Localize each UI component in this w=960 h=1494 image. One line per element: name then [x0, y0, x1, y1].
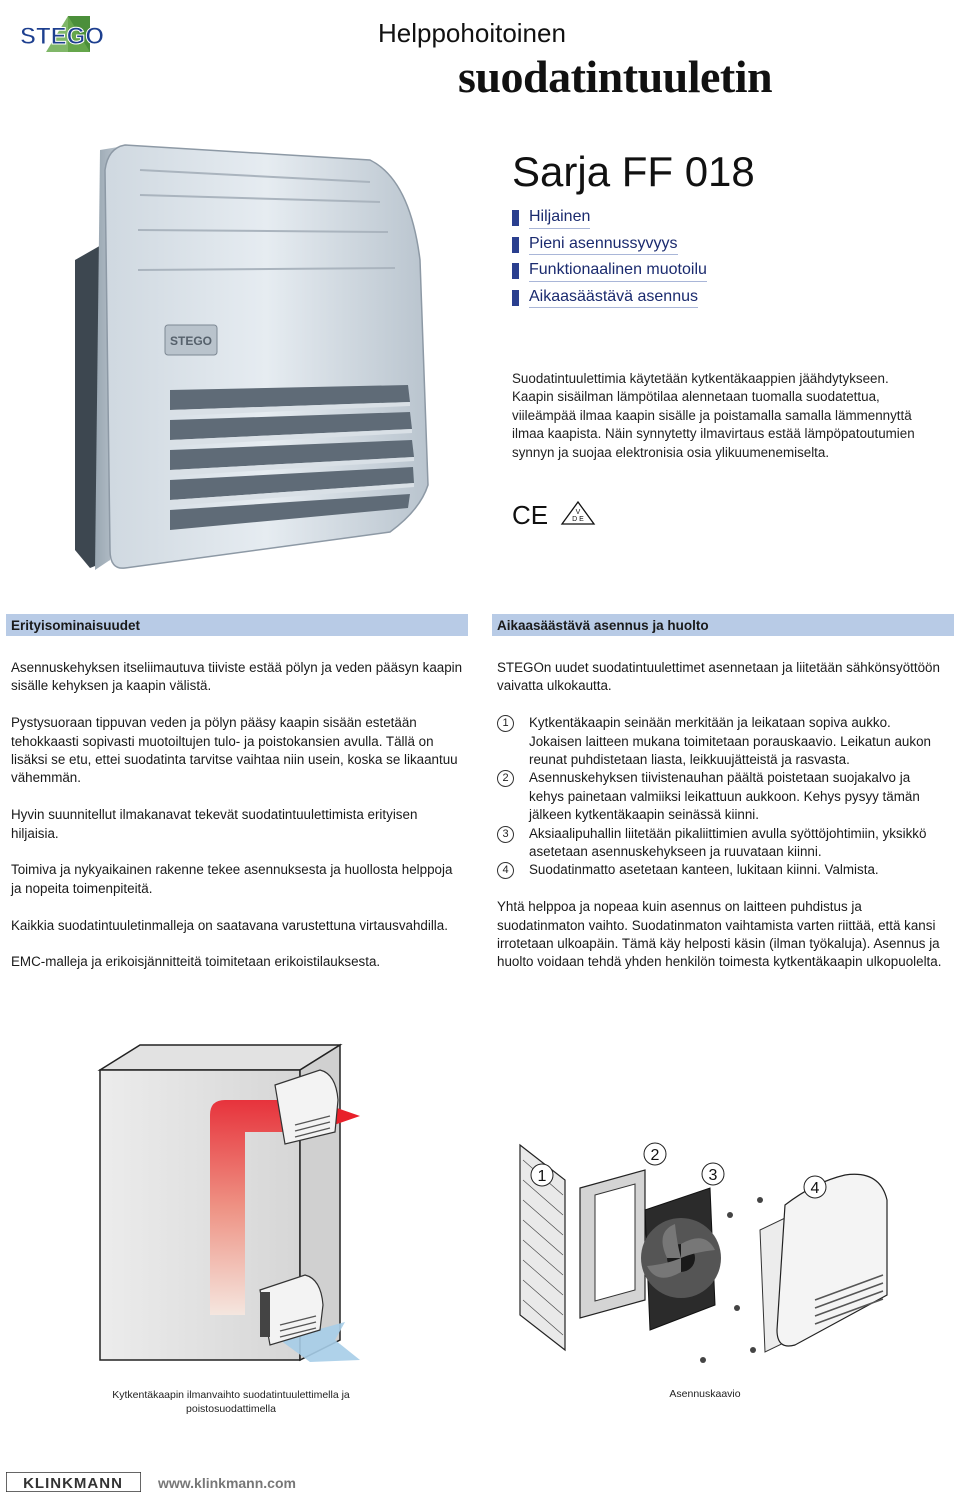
- feature-paragraph: Kaikkia suodatintuuletinmalleja on saatavana varustettuna virtausvahdilla.: [11, 917, 448, 933]
- section-heading-features: Erityisominaisuudet: [6, 614, 468, 636]
- svg-text:KLINKMANN: KLINKMANN: [23, 1475, 123, 1492]
- installation-diagram: [515, 1140, 895, 1380]
- feature-paragraph: EMC-malleja ja erikoisjännitteitä toimitetaan erikoistilauksesta.: [11, 954, 381, 970]
- step-item: 3 Aksiaalipuhallin liitetään pikaliittimien avulla syöttöjohtimiin, yksikkö asetetaan asennuskehykseen ja ruuvataan kiinni.: [497, 825, 942, 862]
- installation-outro: Yhtä helppoa ja nopeaa kuin asennus on laitteen puhdistus ja suodatinmaton vaihto. Suodatinmaton vaihtamista varten riittää, että kansi irrotetaan ulkoapäin. Tämä käy helposti käsin (ilman työkaluja). Asennus ja huolto voidaan tehdä yhden henkilön toimesta kytkentäkaapin ulkopuolelta.: [497, 899, 942, 970]
- svg-text:4: 4: [810, 1180, 820, 1197]
- step-item: 1 Kytkentäkaapin seinään merkitään ja leikataan sopiva aukko. Jokaisen laitteen mukana toimitetaan porauskaavio. Leikatun aukon reunat puhdistetaan liasta, leikkuujätteistä ja rasvasta.: [497, 714, 942, 769]
- features-column: [11, 659, 466, 990]
- feature-item: Hiljainen: [512, 206, 707, 233]
- section-heading-installation: Aikaasäästävä asennus ja huolto: [492, 614, 954, 636]
- bullet-bar-icon: [512, 263, 519, 279]
- bullet-bar-icon: [512, 237, 519, 253]
- step-item: 2 Asennuskehyksen tiivistenauhan päältä poistetaan suojakalvo ja kehys painetaan valmiiksi leikattuun aukkoon. Kehys pysyy tämän jälkeen kytkentäkaapin seinässä kiinni.: [497, 769, 942, 824]
- feature-item: Pieni asennussyvyys: [512, 233, 707, 260]
- step-number: 1: [497, 715, 514, 732]
- feature-paragraph: Asennuskehyksen itseliimautuva tiiviste estää pölyn ja veden pääsyn kaapin sisälle kehyksen ja kaapin välistä.: [11, 660, 463, 694]
- feature-paragraph: Toimiva ja nykyaikainen rakenne tekee asennuksesta ja huollosta helppoja ja nopeita toimenpiteitä.: [11, 862, 453, 896]
- klinkmann-logo: [6, 1472, 141, 1492]
- installation-intro: STEGOn uudet suodatintuulettimet asennetaan ja liitetään sähkönsyöttöön vaivatta ulkokautta.: [497, 660, 940, 694]
- svg-text:3: 3: [708, 1167, 718, 1184]
- certification-marks: [512, 500, 602, 530]
- header-title-line1: Helppohoitoinen: [378, 18, 566, 48]
- filter-fan-product-image: [70, 140, 440, 580]
- bullet-bar-icon: [512, 210, 519, 226]
- feature-paragraph: Pystysuoraan tippuvan veden ja pölyn pääsy kaapin sisään estetään tehokkaasti sopivasti muotoiltujen tulo- ja poistokansien avulla. Tällä on lisäksi se etu, ettei suodatinta tarvitse vaihtaa niin usein, koska se likaantuu vähemmän.: [11, 715, 458, 786]
- stego-logo: [6, 14, 118, 54]
- cabinet-airflow-caption: Kytkentäkaapin ilmanvaihto suodatintuulettimella ja poistosuodattimella: [112, 1389, 350, 1415]
- step-number: 2: [497, 770, 514, 787]
- intro-paragraph: Suodatintuulettimia käytetään kytkentäkaappien jäähdytykseen. Kaapin sisäilman lämpötilaa alennetaan tuomalla suodatettua, viileämpää ilmaa kaapin sisälle ja poistamalla samalla lämmennyttä ilmaa kaapista. Näin synnytetty ilmavirtaus estää lämpöpatoutumien synnyn ja suojaa elektronisia osia ylikuumenemiselta.: [512, 371, 915, 460]
- installation-diagram-caption: Asennuskaavio: [669, 1388, 741, 1400]
- svg-text:D E: D E: [572, 516, 584, 523]
- svg-text:1: 1: [537, 1168, 547, 1185]
- bullet-bar-icon: [512, 290, 519, 306]
- feature-item: Aikaasäästävä asennus: [512, 286, 707, 313]
- svg-text:STEGO: STEGO: [169, 334, 213, 348]
- svg-text:STEGO: STEGO: [19, 23, 105, 50]
- footer-url-link[interactable]: www.klinkmann.com: [158, 1475, 296, 1491]
- installation-column: [497, 659, 942, 990]
- feature-item: Funktionaalinen muotoilu: [512, 259, 707, 286]
- feature-paragraph: Hyvin suunnitellut ilmakanavat tekevät suodatintuulettimista erityisen hiljaisia.: [11, 807, 418, 841]
- step-item: 4 Suodatinmatto asetetaan kanteen, lukitaan kiinni. Valmista.: [497, 861, 942, 879]
- feature-list: [512, 206, 707, 312]
- header-title-line2: suodatintuuletin: [458, 51, 773, 102]
- installation-steps: [497, 714, 942, 880]
- step-number: 4: [497, 862, 514, 879]
- svg-text:2: 2: [650, 1147, 660, 1164]
- series-title: Sarja FF 018: [512, 148, 755, 195]
- ce-mark-icon: CE: [512, 500, 549, 530]
- step-number: 3: [497, 826, 514, 843]
- svg-text:V: V: [575, 509, 581, 516]
- cabinet-airflow-illustration: [80, 1040, 410, 1370]
